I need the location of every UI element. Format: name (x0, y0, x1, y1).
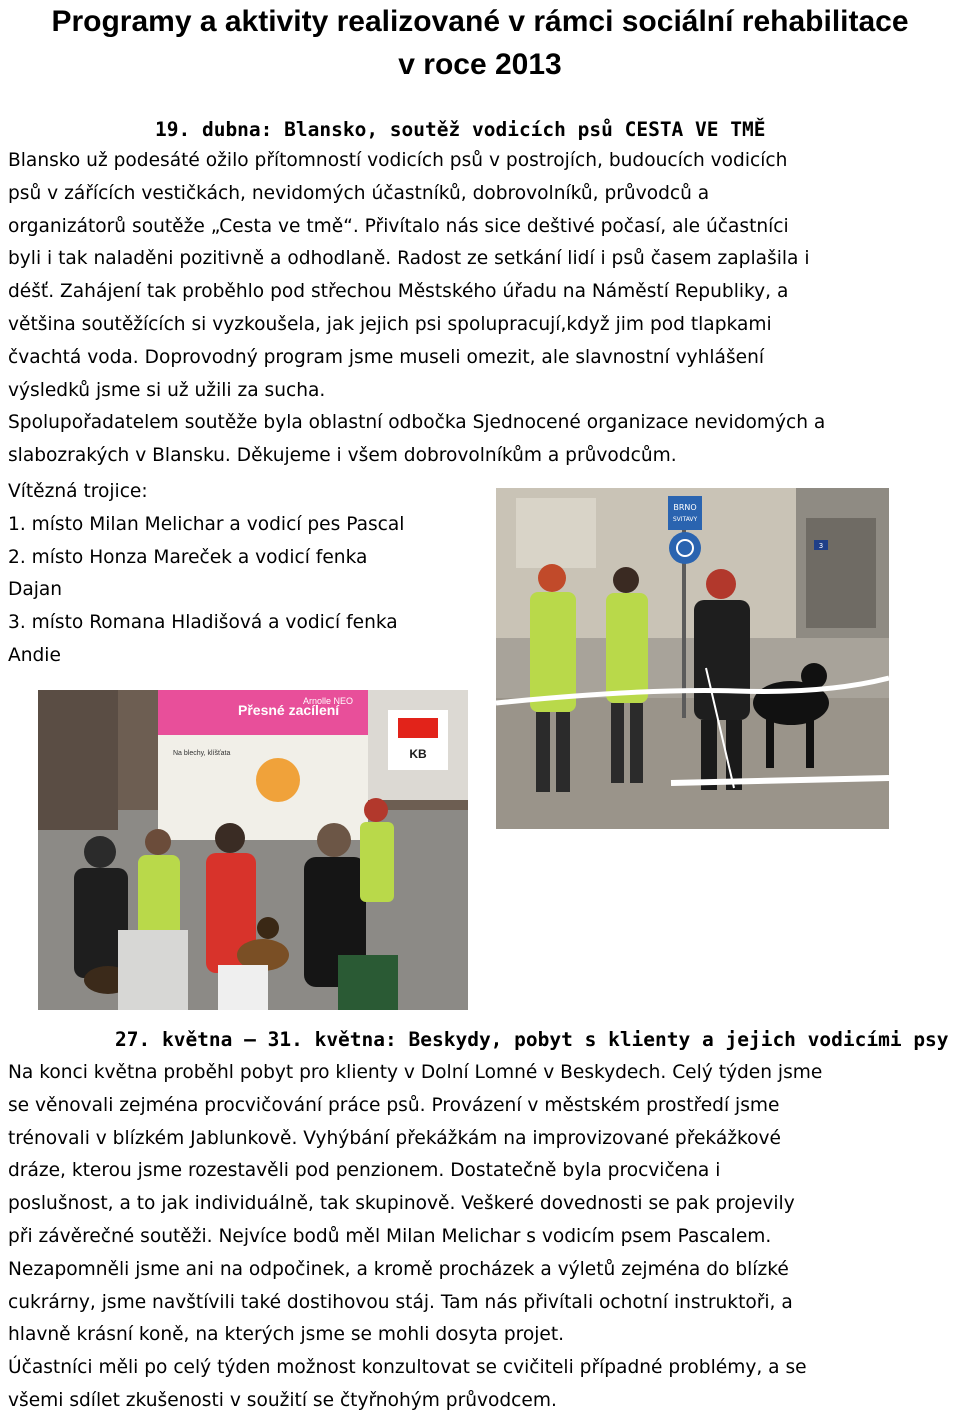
body-line: Účastníci měli po celý týden možnost konzultovat se cvičiteli případné problémy, a se (8, 1357, 807, 1379)
body-line: všemi sdílet zkušenosti v soužití se čtyřnohým průvodcem. (8, 1389, 557, 1411)
body-line: hlavně krásní koně, na kterých jsme se mohli dosyta projet. (8, 1324, 565, 1346)
body-line: poslušnost, a to jak individuálně, tak skupinově. Veškeré dovednosti se pak projevily (8, 1193, 795, 1215)
svg-text:SVITAVY: SVITAVY (672, 516, 698, 523)
body-line: čvachtá voda. Doprovodný program jsme museli omezit, ale slavnostní vyhlášení (8, 346, 765, 368)
svg-text:3: 3 (818, 542, 824, 550)
svg-text:Přesné zacílení: Přesné zacílení (238, 702, 340, 718)
photo-guide-dog-street-drawing (496, 488, 889, 829)
body-line: organizátorů soutěže „Cesta ve tmě“. Přivítalo nás sice deštivé počasí, ale účastníci (8, 215, 789, 237)
photo-group-with-dogs-drawing (38, 690, 468, 1010)
body-line: Blansko už podesáté ožilo přítomností vodicích psů v postrojích, budoucích vodicích (8, 150, 788, 171)
winner-item: 2. místo Honza Mareček a vodicí fenka (8, 546, 368, 568)
body-line: většina soutěžících si vyzkoušela, jak jejich psi spolupracují,když jim pod tlapkami (8, 313, 772, 335)
section-heading-blansko: 19. dubna: Blansko, soutěž vodicích psů CESTA VE TMĚ (155, 118, 766, 141)
winner-item: Andie (8, 644, 61, 666)
body-line: při závěrečné soutěži. Nejvíce bodů měl Milan Melichar s vodicím psem Pascalem. (8, 1225, 772, 1247)
photo-guide-dog-street (496, 488, 889, 829)
body-line: psů v zářících vestičkách, nevidomých účastníků, dobrovolníků, průvodců a (8, 182, 710, 204)
winner-item: 1. místo Milan Melichar a vodicí pes Pascal (8, 513, 405, 535)
photo-group-with-dogs (38, 690, 468, 1010)
page-title-line-2: v roce 2013 (398, 48, 562, 81)
winners-title: Vítězná trojice: (8, 481, 148, 502)
section-body-blansko (8, 145, 960, 473)
body-line: Na konci května proběhl pobyt pro klienty v Dolní Lomné v Beskydech. Celý týden jsme (8, 1062, 823, 1083)
svg-text:KB: KB (409, 747, 427, 761)
body-line: cukrárny, jsme navštívili také dostihovou stáj. Tam nás přivítali ochotní instruktoři, a (8, 1291, 793, 1313)
section-body-beskydy (8, 1057, 960, 1418)
page-title (0, 0, 960, 86)
body-line: se věnovali zejména procvičování práce psů. Provázení v městském prostředí jsme (8, 1094, 780, 1116)
body-line: Spolupořadatelem soutěže byla oblastní odbočka Sjednocené organizace nevidomých a (8, 412, 826, 434)
body-line: déšť. Zahájení tak proběhlo pod střechou Městského úřadu na Náměstí Republiky, a (8, 281, 789, 303)
body-line: Nezapomněli jsme ani na odpočinek, a kromě procházek a výletů zejména do blízké (8, 1258, 789, 1280)
body-line: výsledků jsme si už užili za sucha. (8, 379, 326, 401)
body-line: trénovali v blízkém Jablunkově. Vyhýbání překážkám na improvizované překážkové (8, 1127, 781, 1149)
svg-text:Arnolle NEO: Arnolle NEO (303, 696, 354, 706)
svg-text:BRNO: BRNO (673, 503, 697, 512)
section-heading-beskydy: 27. května – 31. května: Beskydy, pobyt s klienty a jejich vodicími psy (115, 1028, 949, 1051)
winner-item: 3. místo Romana Hladišová a vodicí fenka (8, 612, 398, 634)
body-line: slabozrakých v Blansku. Děkujeme i všem dobrovolníkům a průvodcům. (8, 445, 677, 467)
body-line: byli i tak naladěni pozitivně a odhodlaně. Radost ze setkání lidí i psů časem zaplašila i (8, 248, 810, 270)
winner-item: Dajan (8, 579, 63, 601)
body-line: dráze, kterou jsme rozestavěli pod penzionem. Dostatečně byla procvičena i (8, 1160, 721, 1182)
page-title-line-1: Programy a aktivity realizované v rámci sociální rehabilitace (51, 5, 909, 38)
winners-list (8, 476, 478, 673)
svg-text:Na blechy, klíšťata: Na blechy, klíšťata (173, 750, 231, 757)
